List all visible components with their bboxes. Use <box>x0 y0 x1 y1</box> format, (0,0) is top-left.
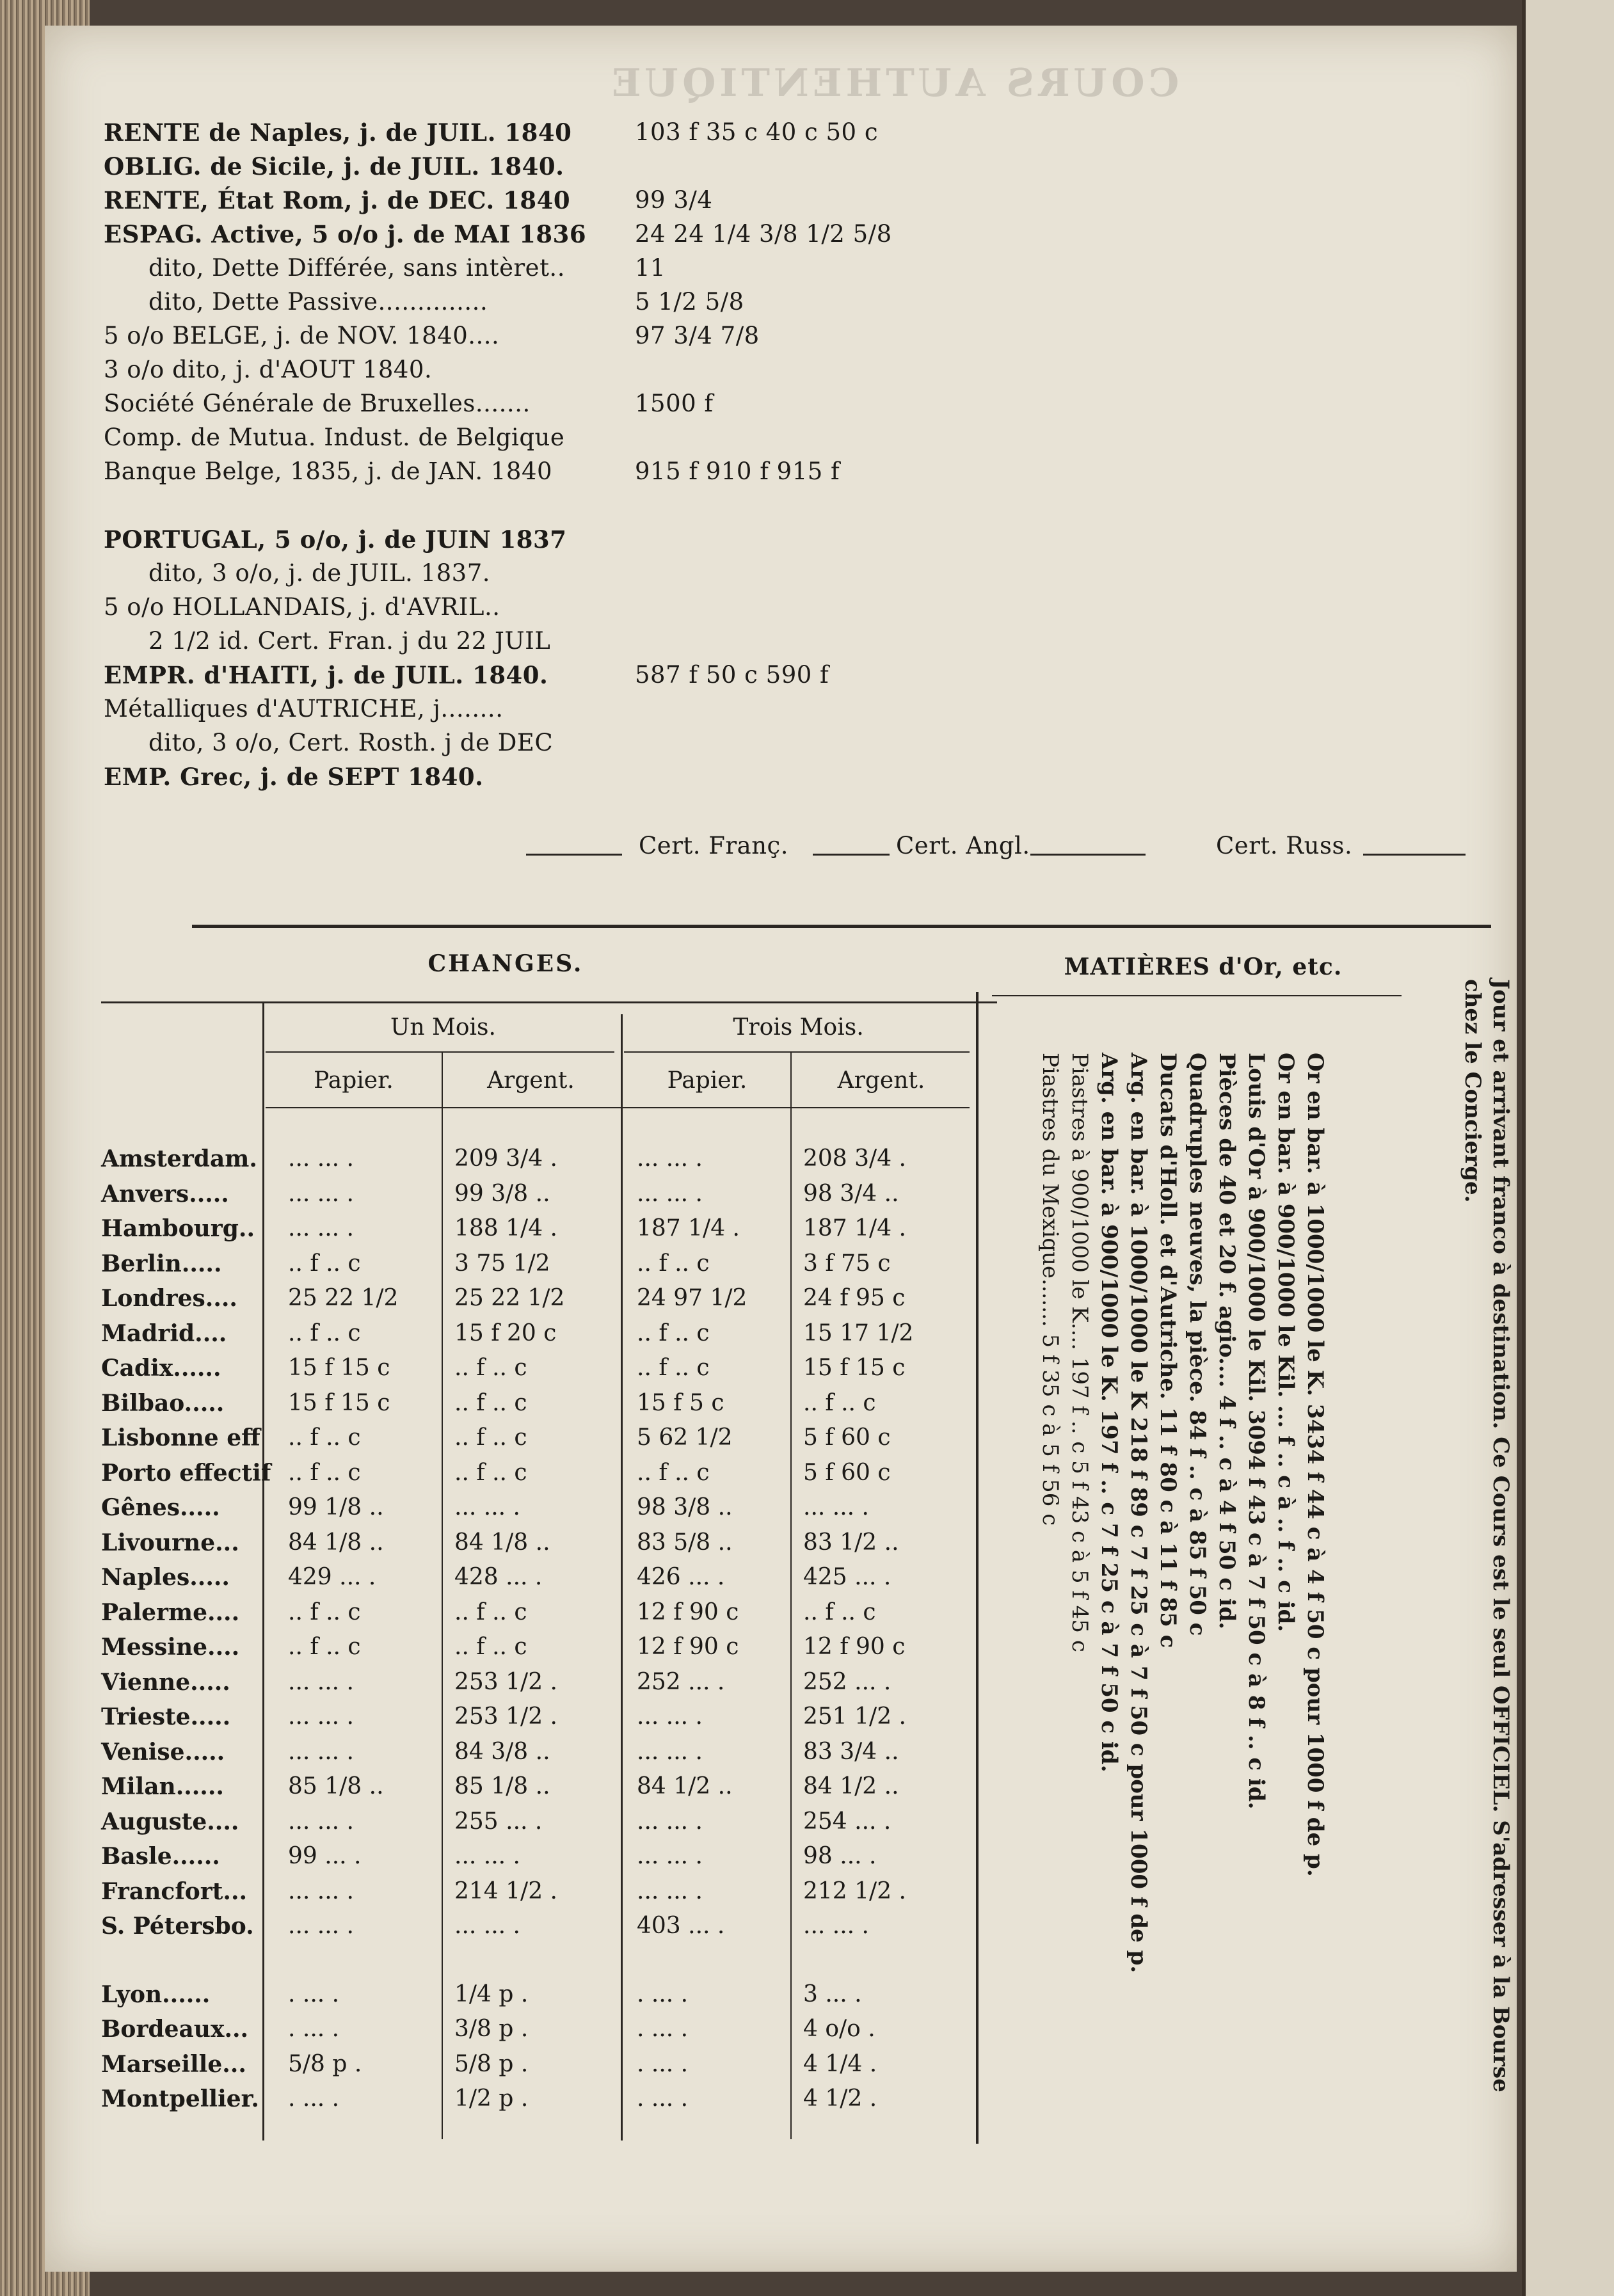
bourse-row-value: 915 f 910 f 915 f <box>635 458 840 485</box>
changes-cell: ... ... . <box>803 1913 869 1939</box>
changes-cell: .. f .. c <box>288 1424 361 1451</box>
changes-cell: 24 f 95 c <box>803 1285 906 1311</box>
bourse-row-value: 97 3/4 7/8 <box>635 322 760 349</box>
changes-cell: ... ... . <box>637 1180 703 1207</box>
changes-cell: 15 f 20 c <box>454 1319 557 1346</box>
changes-cell: 1/2 p . <box>454 2085 529 2112</box>
bourse-row-label: Métalliques d'AUTRICHE, j........ <box>104 695 504 722</box>
changes-city: Vienne..... <box>101 1668 230 1696</box>
bourse-row <box>104 593 500 621</box>
bourse-row-label: RENTE, État Rom, j. de DEC. 1840 <box>104 186 571 214</box>
bourse-row-label: Comp. de Mutua. Indust. de Belgique <box>104 424 565 451</box>
changes-cell: ... ... . <box>454 1913 520 1939</box>
changes-cell: 4 o/o . <box>803 2016 875 2042</box>
argent-header: Argent. <box>837 1067 925 1094</box>
header-rule <box>266 1107 970 1108</box>
bourse-row <box>104 458 840 485</box>
col-rule <box>442 1051 443 2139</box>
bourse-row <box>104 525 567 554</box>
changes-cell: 208 3/4 . <box>803 1145 906 1172</box>
matieres-line: Or en bar. à 1000/1000 le K. 3434 f 44 c à 4 f 50 c pour 1000 f de p. <box>1302 1053 1328 1877</box>
changes-cell: 15 f 15 c <box>803 1355 906 1381</box>
bourse-row-label: ESPAG. Active, 5 o/o j. de MAI 1836 <box>104 220 587 248</box>
changes-cell: 255 ... . <box>454 1808 543 1835</box>
changes-cell: 25 22 1/2 <box>288 1285 399 1311</box>
document-page <box>45 26 1517 2272</box>
bourse-row <box>104 729 553 756</box>
matieres-line: Piastres du Mexique....... 5 f 35 c à 5 f 56 c <box>1037 1053 1063 1526</box>
matieres-line: Quadruples neuves, la pièce. 84 f .. c à 85 f 50 c <box>1185 1053 1210 1636</box>
bourse-row-label: 5 o/o BELGE, j. de NOV. 1840.... <box>104 322 500 349</box>
argent-header: Argent. <box>487 1067 575 1094</box>
bourse-row-label: 5 o/o HOLLANDAIS, j. d'AVRIL.. <box>104 593 500 621</box>
changes-city: Trieste..... <box>101 1703 231 1730</box>
changes-city: Lyon...... <box>101 1981 211 2008</box>
changes-cell: ... ... . <box>288 1738 354 1765</box>
changes-cell: ... ... . <box>288 1703 354 1730</box>
changes-col-rule <box>621 1014 623 2141</box>
notice-line: chez le Concierge. <box>1460 979 1485 1203</box>
bourse-row <box>104 695 503 722</box>
changes-cell: 15 f 15 c <box>288 1389 390 1416</box>
changes-cell: .. f .. c <box>288 1250 361 1277</box>
changes-city: Amsterdam. <box>101 1145 257 1172</box>
matieres-line: Arg. en bar. à 1000/1000 le K 218 f 89 c 7 f 25 c à 7 f 50 c pour 1000 f de p. <box>1126 1053 1151 1973</box>
changes-cell: ... ... . <box>288 1180 354 1207</box>
changes-cell: 5 62 1/2 <box>637 1424 733 1451</box>
changes-cell: 4 1/4 . <box>803 2050 877 2077</box>
changes-city: Berlin..... <box>101 1250 222 1277</box>
changes-cell: 5 f 60 c <box>803 1424 891 1451</box>
changes-cell: 15 17 1/2 <box>803 1319 914 1346</box>
changes-cell: 24 97 1/2 <box>637 1285 747 1311</box>
changes-cell: ... ... . <box>288 1668 354 1695</box>
changes-cell: 1/4 p . <box>454 1981 529 2007</box>
papier-header: Papier. <box>314 1067 394 1094</box>
changes-cell: 253 1/2 . <box>454 1668 557 1695</box>
changes-city: Messine.... <box>101 1634 240 1661</box>
changes-city: Palerme.... <box>101 1598 240 1626</box>
changes-cell: 188 1/4 . <box>454 1215 557 1241</box>
changes-cell: 428 ... . <box>454 1564 543 1590</box>
changes-cell: 3/8 p . <box>454 2016 529 2042</box>
changes-cell: 15 f 15 c <box>288 1355 390 1381</box>
matieres-rotated-block <box>1008 979 1520 2131</box>
bourse-row-label: RENTE de Naples, j. de JUIL. 1840 <box>104 118 572 147</box>
changes-cell: 98 3/4 .. <box>803 1180 899 1207</box>
changes-cell: ... ... . <box>454 1843 520 1869</box>
changes-cell: 99 ... . <box>288 1843 362 1869</box>
changes-city: Anvers..... <box>101 1180 229 1208</box>
changes-cell: . ... . <box>637 2085 689 2112</box>
changes-cell: 212 1/2 . <box>803 1877 906 1904</box>
changes-cell: .. f .. c <box>454 1424 527 1451</box>
changes-cell: ... ... . <box>288 1808 354 1835</box>
changes-cell: 5/8 p . <box>454 2050 529 2077</box>
cert-franc-label: Cert. Franç. <box>639 832 789 859</box>
changes-cell: 3 f 75 c <box>803 1250 891 1277</box>
bourse-row <box>104 254 666 282</box>
changes-cell: .. f .. c <box>637 1319 710 1346</box>
changes-city: Basle...... <box>101 1843 220 1870</box>
changes-cell: .. f .. c <box>288 1319 361 1346</box>
bourse-row <box>104 288 744 315</box>
changes-cell: .. f .. c <box>454 1634 527 1660</box>
changes-cell: .. f .. c <box>288 1459 361 1486</box>
changes-cell: 429 ... . <box>288 1564 376 1590</box>
bourse-row <box>104 390 714 417</box>
bleed-through-title: COURS AUTHENTIQUE <box>608 61 1179 106</box>
changes-cell: . ... . <box>288 1981 340 2007</box>
changes-city: S. Pétersbo. <box>101 1913 254 1940</box>
matieres-line: Piastres à 900/1000 le K.... 197 f .. c 5 f 43 c à 5 f 45 c <box>1067 1053 1092 1652</box>
bourse-row <box>104 152 564 180</box>
changes-cell: 84 1/8 .. <box>454 1529 550 1556</box>
changes-city: Montpellier. <box>101 2085 259 2112</box>
changes-cell: 85 1/8 .. <box>288 1773 384 1799</box>
changes-cell: 12 f 90 c <box>637 1598 739 1625</box>
changes-cell: 15 f 5 c <box>637 1389 724 1416</box>
changes-cell: ... ... . <box>637 1843 703 1869</box>
changes-cell: 12 f 90 c <box>803 1634 906 1660</box>
changes-city: Londres.... <box>101 1285 237 1312</box>
changes-city: Bordeaux... <box>101 2016 249 2043</box>
changes-cell: 84 1/2 .. <box>637 1773 733 1799</box>
changes-cell: 252 ... . <box>803 1668 891 1695</box>
bourse-row <box>104 559 490 587</box>
bourse-row-value: 103 f 35 c 40 c 50 c <box>635 118 879 146</box>
changes-cell: 187 1/4 . <box>803 1215 906 1241</box>
changes-cell: .. f .. c <box>637 1355 710 1381</box>
changes-cell: 426 ... . <box>637 1564 725 1590</box>
changes-cell: . ... . <box>288 2016 340 2042</box>
changes-cell: . ... . <box>637 1981 689 2007</box>
changes-cell: 99 1/8 .. <box>288 1494 384 1520</box>
changes-cell: .. f .. c <box>803 1598 876 1625</box>
bourse-row-value: 5 1/2 5/8 <box>635 288 744 315</box>
bourse-row-value: 24 24 1/4 3/8 1/2 5/8 <box>635 220 892 248</box>
changes-cell: 98 3/8 .. <box>637 1494 733 1520</box>
changes-cell: ... ... . <box>288 1877 354 1904</box>
changes-cell: 84 1/8 .. <box>288 1529 384 1556</box>
bourse-row-label: dito, Dette Différée, sans intèret.. <box>148 254 565 282</box>
bourse-row-label: dito, 3 o/o, Cert. Rosth. j de DEC <box>148 729 554 756</box>
changes-title: CHANGES. <box>427 950 584 977</box>
changes-city: Francfort... <box>101 1877 248 1905</box>
cert-russ-label: Cert. Russ. <box>1216 832 1353 859</box>
changes-city: Auguste.... <box>101 1808 239 1835</box>
matieres-line: Louis d'Or à 900/1000 le Kil. 3094 f 43 c à 7 f 50 c à 8 f .. c id. <box>1243 1053 1269 1810</box>
changes-city: Lisbonne eff <box>101 1424 260 1451</box>
bourse-row <box>104 322 760 349</box>
un-mois-header: Un Mois. <box>390 1014 496 1040</box>
bourse-row-value: 587 f 50 c 590 f <box>635 661 829 689</box>
bourse-row-label: OBLIG. de Sicile, j. de JUIL. 1840. <box>104 152 564 180</box>
bourse-row <box>104 118 879 147</box>
matieres-line: Or en bar. à 900/1000 le Kil. ... f .. c à .. f .. c id. <box>1273 1053 1298 1632</box>
changes-cell: 187 1/4 . <box>637 1215 740 1241</box>
matieres-line: Arg. en bar. à 900/1000 le K. 197 f .. c 7 f 25 c à 7 f 50 c id. <box>1096 1053 1122 1773</box>
bourse-row-label: Société Générale de Bruxelles....... <box>104 390 531 417</box>
changes-city: Milan...... <box>101 1773 224 1800</box>
cert-angl-label: Cert. Angl. <box>896 832 1030 859</box>
changes-cell: 99 3/8 .. <box>454 1180 550 1207</box>
changes-cell: 251 1/2 . <box>803 1703 906 1730</box>
changes-cell: ... ... . <box>637 1145 703 1172</box>
bourse-row <box>104 356 432 383</box>
changes-top-rule <box>101 1001 997 1003</box>
bourse-row-label: PORTUGAL, 5 o/o, j. de JUIN 1837 <box>104 525 567 554</box>
changes-cell: .. f .. c <box>637 1250 710 1277</box>
changes-cell: .. f .. c <box>288 1598 361 1625</box>
changes-city: Hambourg.. <box>101 1215 255 1242</box>
facing-page-edge <box>1522 0 1614 2296</box>
changes-cell: 209 3/4 . <box>454 1145 557 1172</box>
changes-cell: .. f .. c <box>454 1598 527 1625</box>
changes-city: Porto effectif <box>101 1459 271 1487</box>
section-divider <box>192 925 1491 928</box>
bourse-row-label: 3 o/o dito, j. d'AOUT 1840. <box>104 356 433 383</box>
changes-cell: 83 5/8 .. <box>637 1529 733 1556</box>
changes-cell: 5/8 p . <box>288 2050 362 2077</box>
bourse-row-label: EMPR. d'HAITI, j. de JUIL. 1840. <box>104 661 548 689</box>
changes-city: Madrid.... <box>101 1319 227 1347</box>
changes-cell: 25 22 1/2 <box>454 1285 565 1311</box>
bourse-row-label: EMP. Grec, j. de SEPT 1840. <box>104 763 484 791</box>
bourse-row <box>104 627 550 655</box>
changes-cell: 98 ... . <box>803 1843 877 1869</box>
changes-cell: 3 ... . <box>803 1981 862 2007</box>
changes-cell: ... ... . <box>637 1877 703 1904</box>
sub-rule <box>266 1051 614 1053</box>
changes-cell: 425 ... . <box>803 1564 891 1590</box>
changes-cell: ... ... . <box>637 1703 703 1730</box>
changes-cell: ... ... . <box>803 1494 869 1520</box>
changes-city: Bilbao..... <box>101 1389 225 1417</box>
matieres-title: MATIÈRES d'Or, etc. <box>1064 953 1343 980</box>
changes-cell: 254 ... . <box>803 1808 891 1835</box>
changes-cell: 12 f 90 c <box>637 1634 739 1660</box>
changes-cell: 253 1/2 . <box>454 1703 557 1730</box>
changes-cell: ... ... . <box>288 1913 354 1939</box>
bourse-row <box>104 220 892 248</box>
bourse-row-label: dito, 3 o/o, j. de JUIL. 1837. <box>148 559 491 587</box>
changes-cell: 252 ... . <box>637 1668 725 1695</box>
changes-cell: 403 ... . <box>637 1913 725 1939</box>
matieres-line: Pièces de 40 et 20 f. agio.... 4 f .. c à 4 f 50 c id. <box>1214 1053 1240 1630</box>
changes-city: Cadix...... <box>101 1355 221 1382</box>
changes-cell: 5 f 60 c <box>803 1459 891 1486</box>
changes-cell: 3 75 1/2 <box>454 1250 550 1277</box>
changes-cell: ... ... . <box>637 1738 703 1765</box>
bourse-row <box>104 763 484 791</box>
changes-cell: ... ... . <box>288 1215 354 1241</box>
bourse-row-value: 11 <box>635 254 666 282</box>
changes-cell: . ... . <box>637 2050 689 2077</box>
col-rule <box>790 1051 792 2139</box>
changes-matieres-rule <box>976 992 979 2144</box>
changes-cell: .. f .. c <box>454 1355 527 1381</box>
changes-cell: .. f .. c <box>637 1459 710 1486</box>
bourse-row <box>104 186 713 214</box>
changes-cell: ... ... . <box>637 1808 703 1835</box>
changes-cell: . ... . <box>637 2016 689 2042</box>
sub-rule <box>624 1051 970 1053</box>
bourse-row-value: 1500 f <box>635 390 714 417</box>
changes-cell: 4 1/2 . <box>803 2085 877 2112</box>
changes-cell: ... ... . <box>288 1145 354 1172</box>
changes-cell: .. f .. c <box>803 1389 876 1416</box>
changes-cell: 85 1/8 .. <box>454 1773 550 1799</box>
changes-cell: .. f .. c <box>288 1634 361 1660</box>
changes-cell: . ... . <box>288 2085 340 2112</box>
matieres-line: Ducats d'Holl. et d'Autriche. 11 f 80 c à 11 f 85 c <box>1155 1053 1181 1648</box>
changes-cell: 84 3/8 .. <box>454 1738 550 1765</box>
changes-col-rule <box>262 1001 264 2141</box>
bourse-row-label: dito, Dette Passive.............. <box>148 288 488 315</box>
changes-cell: 214 1/2 . <box>454 1877 557 1904</box>
notice-line: Jour et arrivant franco à destination. Ce Cours est le seul OFFICIEL. S'adresser à la Bourse <box>1488 979 1514 2093</box>
changes-city: Naples..... <box>101 1564 230 1591</box>
changes-city: Marseille... <box>101 2050 246 2078</box>
bourse-row-value: 99 3/4 <box>635 186 713 214</box>
bourse-row <box>104 424 564 451</box>
changes-cell: .. f .. c <box>454 1459 527 1486</box>
changes-city: Gênes..... <box>101 1494 220 1521</box>
bourse-row-label: Banque Belge, 1835, j. de JAN. 1840 <box>104 458 553 485</box>
changes-cell: 84 1/2 .. <box>803 1773 899 1799</box>
changes-cell: 83 3/4 .. <box>803 1738 899 1765</box>
changes-city: Livourne... <box>101 1529 239 1556</box>
trois-mois-header: Trois Mois. <box>733 1014 864 1040</box>
changes-cell: ... ... . <box>454 1494 520 1520</box>
changes-cell: .. f .. c <box>454 1389 527 1416</box>
changes-cell: 83 1/2 .. <box>803 1529 899 1556</box>
bourse-row-label: 2 1/2 id. Cert. Fran. j du 22 JUIL <box>148 627 551 655</box>
changes-city: Venise..... <box>101 1738 225 1766</box>
bourse-row <box>104 661 829 689</box>
papier-header: Papier. <box>667 1067 747 1094</box>
